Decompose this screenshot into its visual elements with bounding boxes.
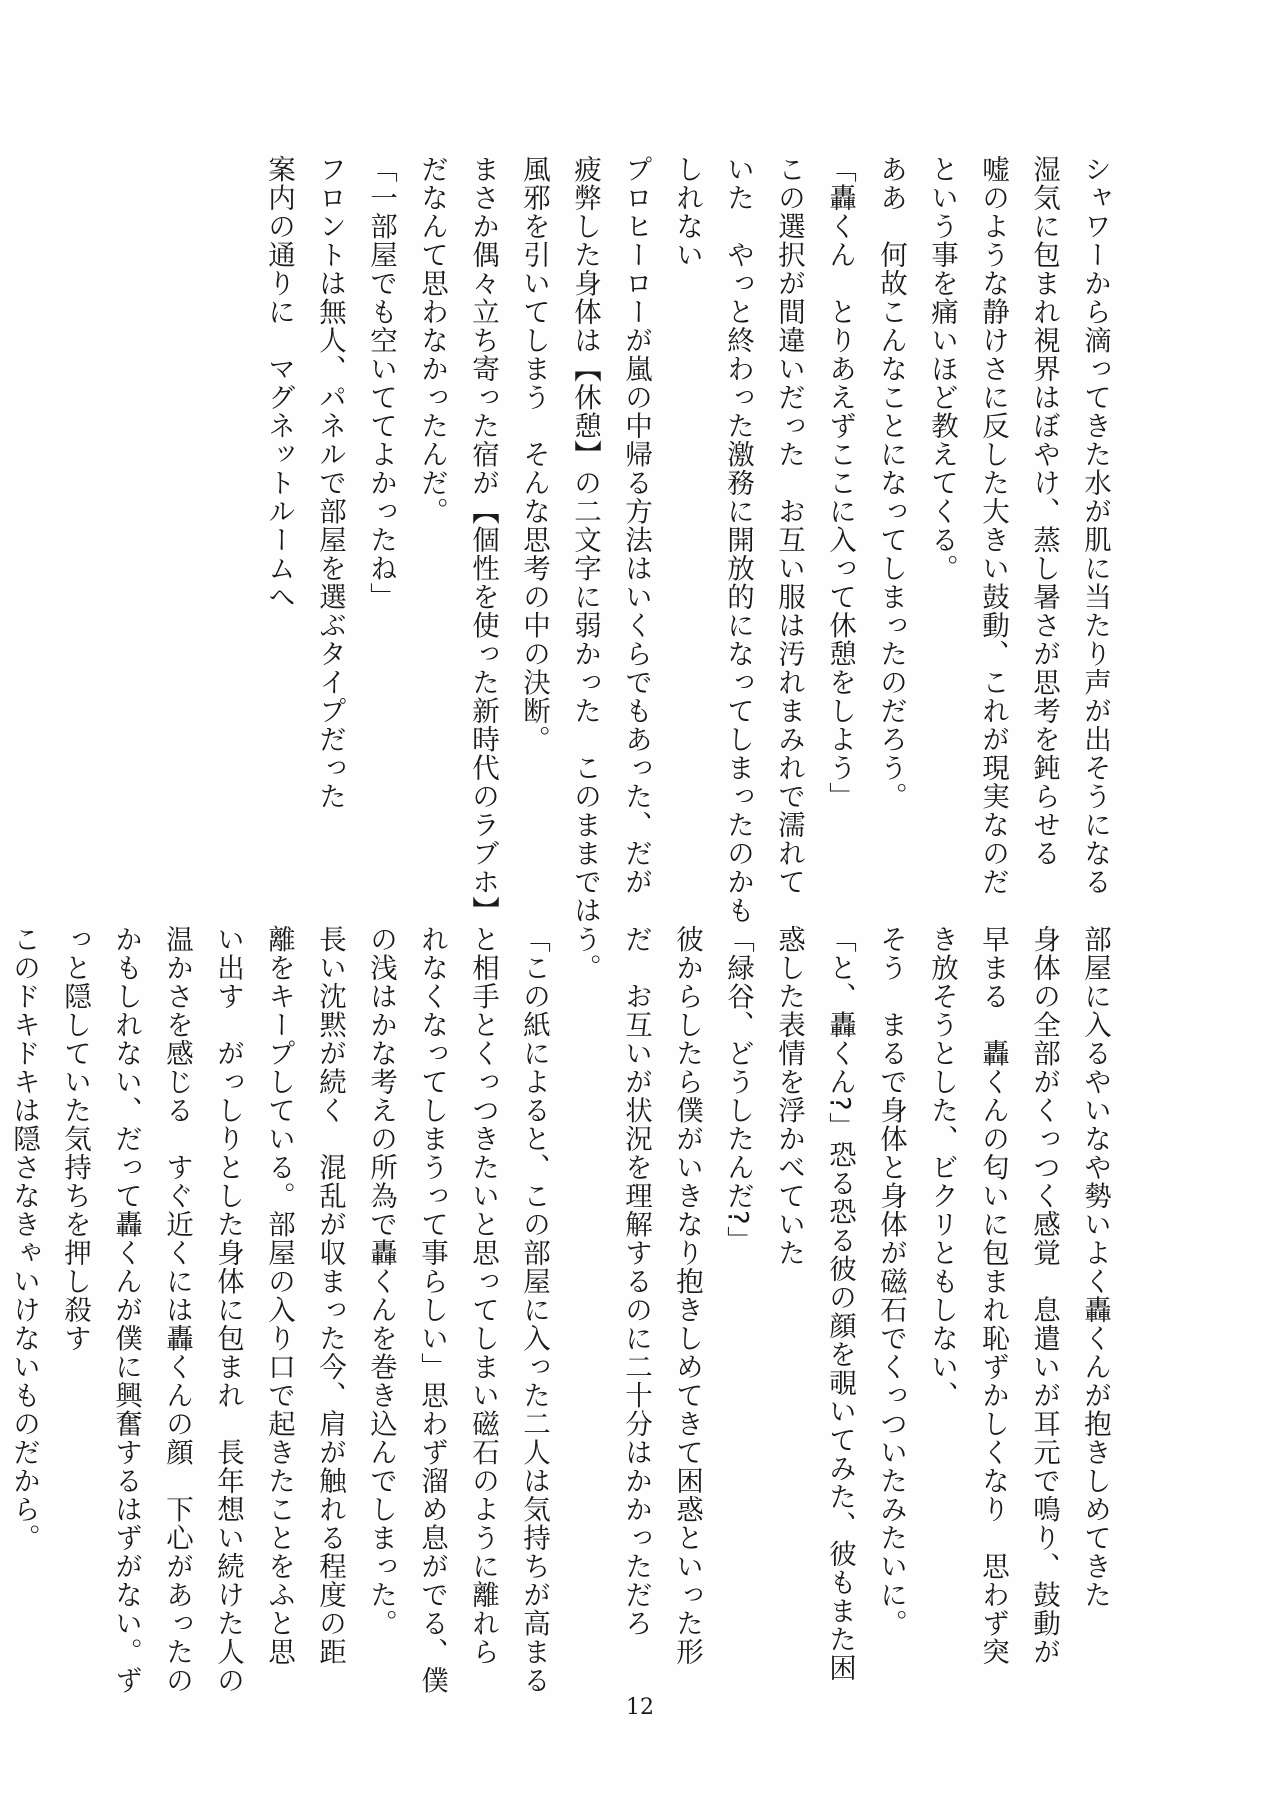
text-line: 離をキープしている。部屋の入り口で起きたことをふと思	[263, 925, 295, 1666]
text-line: の浅はかな考えの所為で轟くんを巻き込んでしまった。	[365, 925, 397, 1638]
text-line: 「と、轟くん?」恐る恐る彼の顔を覗いてみた、彼もまた困	[824, 925, 856, 1682]
text-line: この選択が間違いだった お互い服は汚れまみれで濡れて	[773, 155, 805, 896]
text-line: と相手とくっつきたいと思ってしまい磁石のように離れら	[467, 925, 499, 1666]
text-line: かもしれない、だって轟くんが僕に興奮するはずがない。ず	[110, 925, 142, 1695]
text-line: 温かさを感じる すぐ近くには轟くんの顔 下心があったの	[161, 925, 193, 1695]
text-line: 長い沈黙が続く 混乱が収まった今、肩が触れる程度の距	[314, 925, 346, 1666]
text-line: 早まる 轟くんの匂いに包まれ恥ずかしくなり 思わず突	[977, 925, 1009, 1666]
text-line: 部屋に入るやいなや勢いよく轟くんが抱きしめてきた	[1079, 925, 1111, 1609]
lower-text-block	[8, 925, 1120, 1695]
text-line: 「轟くん とりあえずここに入って休憩をしよう」	[824, 155, 856, 811]
text-line: 「一部屋でも空いててよかったね」	[365, 155, 397, 611]
text-line: 「この紙によると、この部屋に入った二人は気持ちが高まる	[518, 925, 550, 1695]
text-line: 「緑谷、どうしたんだ?」	[722, 925, 754, 1255]
text-line: 湿気に包まれ視界はぼやけ、蒸し暑さが思考を鈍らせる	[1028, 155, 1060, 868]
text-line: 身体の全部がくっつく感覚 息遣いが耳元で鳴り、鼓動が	[1028, 925, 1060, 1666]
text-line: き放そうとした、ビクリともしない、	[926, 925, 958, 1410]
upper-text-block	[240, 155, 1120, 925]
text-line: まさか偶々立ち寄った宿が【個性を使った新時代のラブホ】	[467, 155, 499, 925]
text-line: だなんて思わなかったんだ。	[416, 155, 448, 526]
text-line: 風邪を引いてしまう そんな思考の中の決断。	[518, 155, 550, 754]
text-line: だ お互いが状況を理解するのに二十分はかかっただろ	[620, 925, 652, 1638]
page-number: 12	[626, 1695, 654, 1720]
text-line: シャワーから滴ってきた水が肌に当たり声が出そうになる	[1079, 155, 1111, 896]
text-line: う。	[569, 925, 601, 982]
text-line: い出す がっしりとした身体に包まれ 長年想い続けた人の	[212, 925, 244, 1695]
text-line: っと隠していた気持ちを押し殺す	[59, 925, 91, 1353]
text-line: しれない	[671, 155, 703, 269]
text-line: 嘘のような静けさに反した大きい鼓動、これが現実なのだ	[977, 155, 1009, 896]
text-line: ああ 何故こんなことになってしまったのだろう。	[875, 155, 907, 811]
text-line: 疲弊した身体は【休憩】の二文字に弱かった このままでは	[569, 155, 601, 925]
text-line: 彼からしたら僕がいきなり抱きしめてきて困惑といった形	[671, 925, 703, 1666]
text-line: いた やっと終わった激務に開放的になってしまったのかも	[722, 155, 754, 925]
text-line: 案内の通りに マグネットルームへ	[263, 155, 295, 611]
text-line: プロヒーローが嵐の中帰る方法はいくらでもあった、だが	[620, 155, 652, 896]
text-line: そう まるで身体と身体が磁石でくっついたみたいに。	[875, 925, 907, 1638]
text-line: フロントは無人、パネルで部屋を選ぶタイプだった	[314, 155, 346, 811]
text-line: れなくなってしまうって事らしい」思わず溜め息がでる、僕	[416, 925, 448, 1695]
text-line: という事を痛いほど教えてくる。	[926, 155, 958, 583]
text-line: 惑した表情を浮かべていた	[773, 925, 805, 1267]
text-line: このドキドキは隠さなきゃいけないものだから。	[8, 925, 40, 1552]
